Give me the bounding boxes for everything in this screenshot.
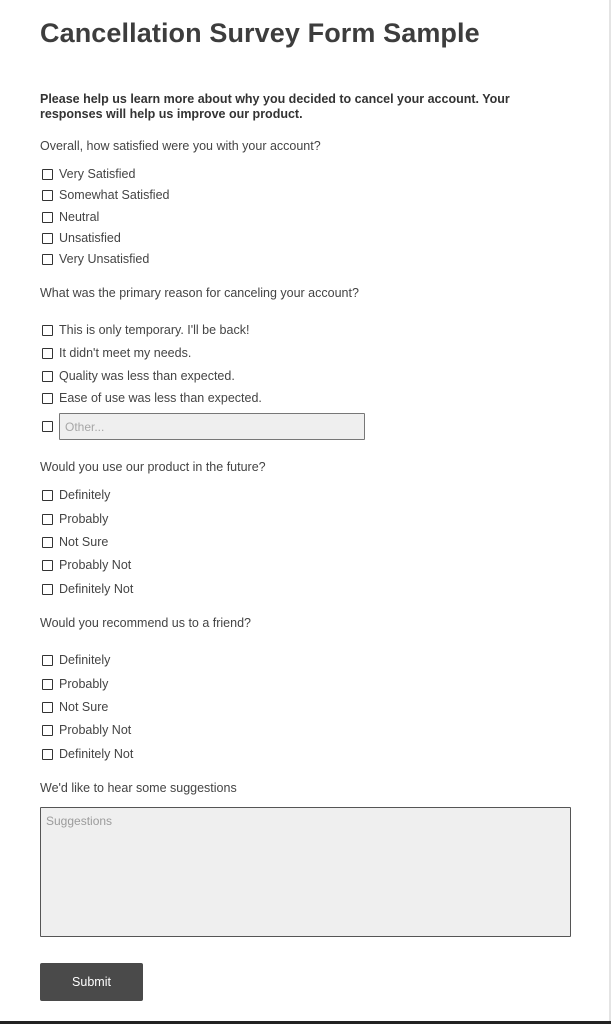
option-label: Ease of use was less than expected. — [59, 391, 262, 405]
checkbox[interactable] — [42, 212, 53, 223]
option-quality-less[interactable] — [42, 368, 235, 384]
option-label: Probably — [59, 512, 109, 526]
checkbox[interactable] — [42, 514, 53, 525]
question-cancel-reason: What was the primary reason for canceling your account? — [40, 286, 359, 300]
checkbox[interactable] — [42, 325, 53, 336]
option-label: This is only temporary. I'll be back! — [59, 323, 250, 337]
checkbox[interactable] — [42, 421, 53, 432]
checkbox[interactable] — [42, 537, 53, 548]
option-label: Unsatisfied — [59, 231, 121, 245]
checkbox[interactable] — [42, 169, 53, 180]
checkbox[interactable] — [42, 749, 53, 760]
future-option-not-sure[interactable] — [42, 534, 108, 550]
checkbox[interactable] — [42, 702, 53, 713]
option-didnt-meet-needs[interactable] — [42, 345, 191, 361]
question-recommend: Would you recommend us to a friend? — [40, 616, 251, 630]
recommend-option-definitely[interactable] — [42, 652, 110, 668]
recommend-option-probably[interactable] — [42, 676, 108, 692]
option-label: Not Sure — [59, 535, 109, 549]
option-somewhat-satisfied[interactable] — [42, 187, 169, 203]
recommend-option-definitely-not[interactable] — [42, 746, 133, 762]
option-label: Probably Not — [59, 558, 132, 572]
question-suggestions: We'd like to hear some suggestions — [40, 781, 237, 795]
suggestions-textarea[interactable] — [40, 807, 571, 937]
checkbox[interactable] — [42, 190, 53, 201]
option-label: Definitely — [59, 488, 111, 502]
option-label: Neutral — [59, 210, 100, 224]
question-satisfaction: Overall, how satisfied were you with your account? — [40, 139, 321, 153]
checkbox[interactable] — [42, 655, 53, 666]
option-label: Very Satisfied — [59, 167, 136, 181]
option-very-satisfied[interactable] — [42, 166, 135, 182]
option-label: Definitely Not — [59, 747, 134, 761]
option-label: Quality was less than expected. — [59, 369, 235, 383]
option-temporary[interactable] — [42, 322, 249, 338]
future-option-probably[interactable] — [42, 511, 108, 527]
option-label: Somewhat Satisfied — [59, 188, 170, 202]
page-title: Cancellation Survey Form Sample — [40, 18, 480, 48]
future-option-definitely-not[interactable] — [42, 581, 133, 597]
option-unsatisfied[interactable] — [42, 230, 121, 246]
option-ease-of-use-less[interactable] — [42, 390, 262, 406]
checkbox[interactable] — [42, 725, 53, 736]
checkbox[interactable] — [42, 679, 53, 690]
option-label: Definitely Not — [59, 582, 134, 596]
option-label: Probably Not — [59, 723, 132, 737]
recommend-option-not-sure[interactable] — [42, 699, 108, 715]
option-label: It didn't meet my needs. — [59, 346, 192, 360]
checkbox[interactable] — [42, 393, 53, 404]
option-other — [42, 413, 365, 440]
option-label: Probably — [59, 677, 109, 691]
recommend-option-probably-not[interactable] — [42, 722, 131, 738]
option-label: Very Unsatisfied — [59, 252, 150, 266]
future-option-definitely[interactable] — [42, 487, 110, 503]
checkbox[interactable] — [42, 233, 53, 244]
submit-button[interactable]: Submit — [40, 963, 143, 1001]
future-option-probably-not[interactable] — [42, 557, 131, 573]
checkbox[interactable] — [42, 490, 53, 501]
checkbox[interactable] — [42, 584, 53, 595]
other-reason-input[interactable] — [59, 413, 365, 440]
option-very-unsatisfied[interactable] — [42, 251, 149, 267]
checkbox[interactable] — [42, 348, 53, 359]
question-future-use: Would you use our product in the future? — [40, 460, 266, 474]
checkbox[interactable] — [42, 371, 53, 382]
intro-text: Please help us learn more about why you decided to cancel your account. Your responses will help us improve our product. — [40, 92, 510, 121]
checkbox[interactable] — [42, 254, 53, 265]
option-label: Definitely — [59, 653, 111, 667]
checkbox[interactable] — [42, 560, 53, 571]
option-label: Not Sure — [59, 700, 109, 714]
option-neutral[interactable] — [42, 209, 99, 225]
